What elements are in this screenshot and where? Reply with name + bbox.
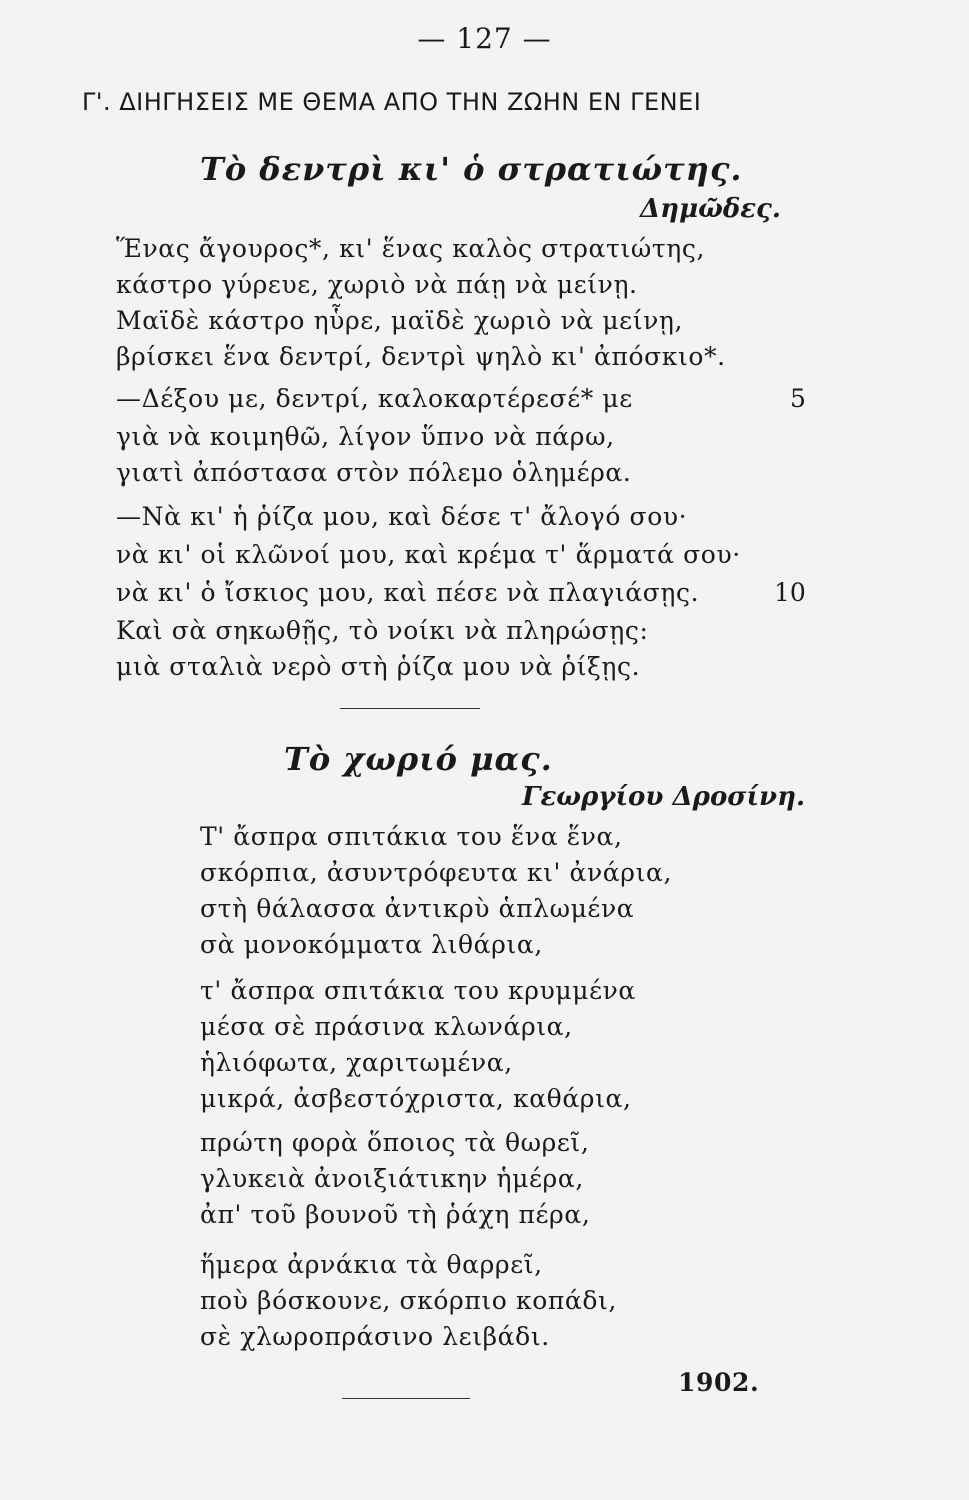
poem2-line-6: μέσα σὲ πράσινα κλωνάρια, <box>200 1012 573 1041</box>
poem1-line-11: Καὶ σὰ σηκωθῇς, τὸ νοίκι νὰ πληρώσῃς: <box>116 616 649 645</box>
poem1-line-5: —Δέξου με, δεντρί, καλοκαρτέρεσέ* με <box>116 384 633 413</box>
page-number: — 127 — <box>417 22 552 55</box>
poem2-line-11: ἀπ' τοῦ βουνοῦ τὴ ῥάχη πέρα, <box>200 1200 591 1229</box>
poem1-author: Δημῶδες. <box>640 194 781 224</box>
poem2-line-7: ἡλιόφωτα, χαριτωμένα, <box>200 1048 513 1077</box>
poem2-line-3: στὴ θάλασσα ἀντικρὺ ἁπλωμένα <box>200 894 635 923</box>
poem2-line-10: γλυκειὰ ἀνοιξιάτικην ἡμέρα, <box>200 1164 584 1193</box>
poem2-line-8: μικρά, ἀσβεστόχριστα, καθάρια, <box>200 1084 632 1113</box>
line-number-5: 5 <box>790 384 806 413</box>
poem1-line-1: Ἕνας ἄγουρος*, κι' ἕνας καλὸς στρατιώτης, <box>116 234 706 263</box>
poem1-line-2: κάστρο γύρευε, χωριὸ νὰ πάῃ νὰ μείνῃ. <box>116 270 638 299</box>
poem1-line-7: γιατὶ ἀπόστασα στὸν πόλεμο ὁλημέρα. <box>116 458 632 487</box>
poem1-line-6: γιὰ νὰ κοιμηθῶ, λίγον ὕπνο νὰ πάρω, <box>116 422 615 451</box>
poem2-year: 1902. <box>678 1368 760 1397</box>
poem1-line-4: βρίσκει ἕνα δεντρί, δεντρὶ ψηλὸ κι' ἀπόσκιο*. <box>116 342 726 371</box>
divider-1 <box>340 708 480 709</box>
line-number-10: 10 <box>774 578 806 607</box>
poem2-line-2: σκόρπια, ἀσυντρόφευτα κι' ἀνάρια, <box>200 858 673 887</box>
poem1-title: Τὸ δεντρὶ κι' ὁ στρατιώτης. <box>200 150 743 188</box>
poem2-line-4: σὰ μονοκόμματα λιθάρια, <box>200 930 543 959</box>
poem1-line-10: νὰ κι' ὁ ἴσκιος μου, καὶ πέσε νὰ πλαγιάσῃς. <box>116 578 700 607</box>
poem2-line-9: πρώτη φορὰ ὅποιος τὰ θωρεῖ, <box>200 1128 590 1157</box>
poem2-author: Γεωργίου Δροσίνη. <box>522 782 806 812</box>
poem2-line-12: ἥμερα ἀρνάκια τὰ θαρρεῖ, <box>200 1250 543 1279</box>
poem1-line-9: νὰ κι' οἱ κλῶνοί μου, καὶ κρέμα τ' ἅρματά σου· <box>116 540 741 569</box>
divider-2 <box>342 1398 470 1399</box>
section-title: Γ'. ΔΙΗΓΗΣΕΙΣ ΜΕ ΘΕΜΑ ΑΠΟ ΤΗΝ ΖΩΗΝ ΕΝ ΓΕΝΕΙ <box>82 88 702 116</box>
poem1-line-3: Μαϊδὲ κάστρο ηὗρε, μαϊδὲ χωριὸ νὰ μείνῃ, <box>116 306 684 335</box>
poem2-line-5: τ' ἄσπρα σπιτάκια του κρυμμένα <box>200 976 636 1005</box>
poem2-line-14: σὲ χλωροπράσινο λειβάδι. <box>200 1322 550 1351</box>
poem1-line-12: μιὰ σταλιὰ νερὸ στὴ ῥίζα μου νὰ ῥίξῃς. <box>116 652 641 681</box>
poem2-line-13: ποὺ βόσκουνε, σκόρπιο κοπάδι, <box>200 1286 617 1315</box>
poem1-line-8: —Νὰ κι' ἡ ῥίζα μου, καὶ δέσε τ' ἄλογό σου· <box>116 502 688 531</box>
poem2-title: Τὸ χωριό μας. <box>284 740 553 778</box>
poem2-line-1: Τ' ἄσπρα σπιτάκια του ἕνα ἕνα, <box>200 822 623 851</box>
